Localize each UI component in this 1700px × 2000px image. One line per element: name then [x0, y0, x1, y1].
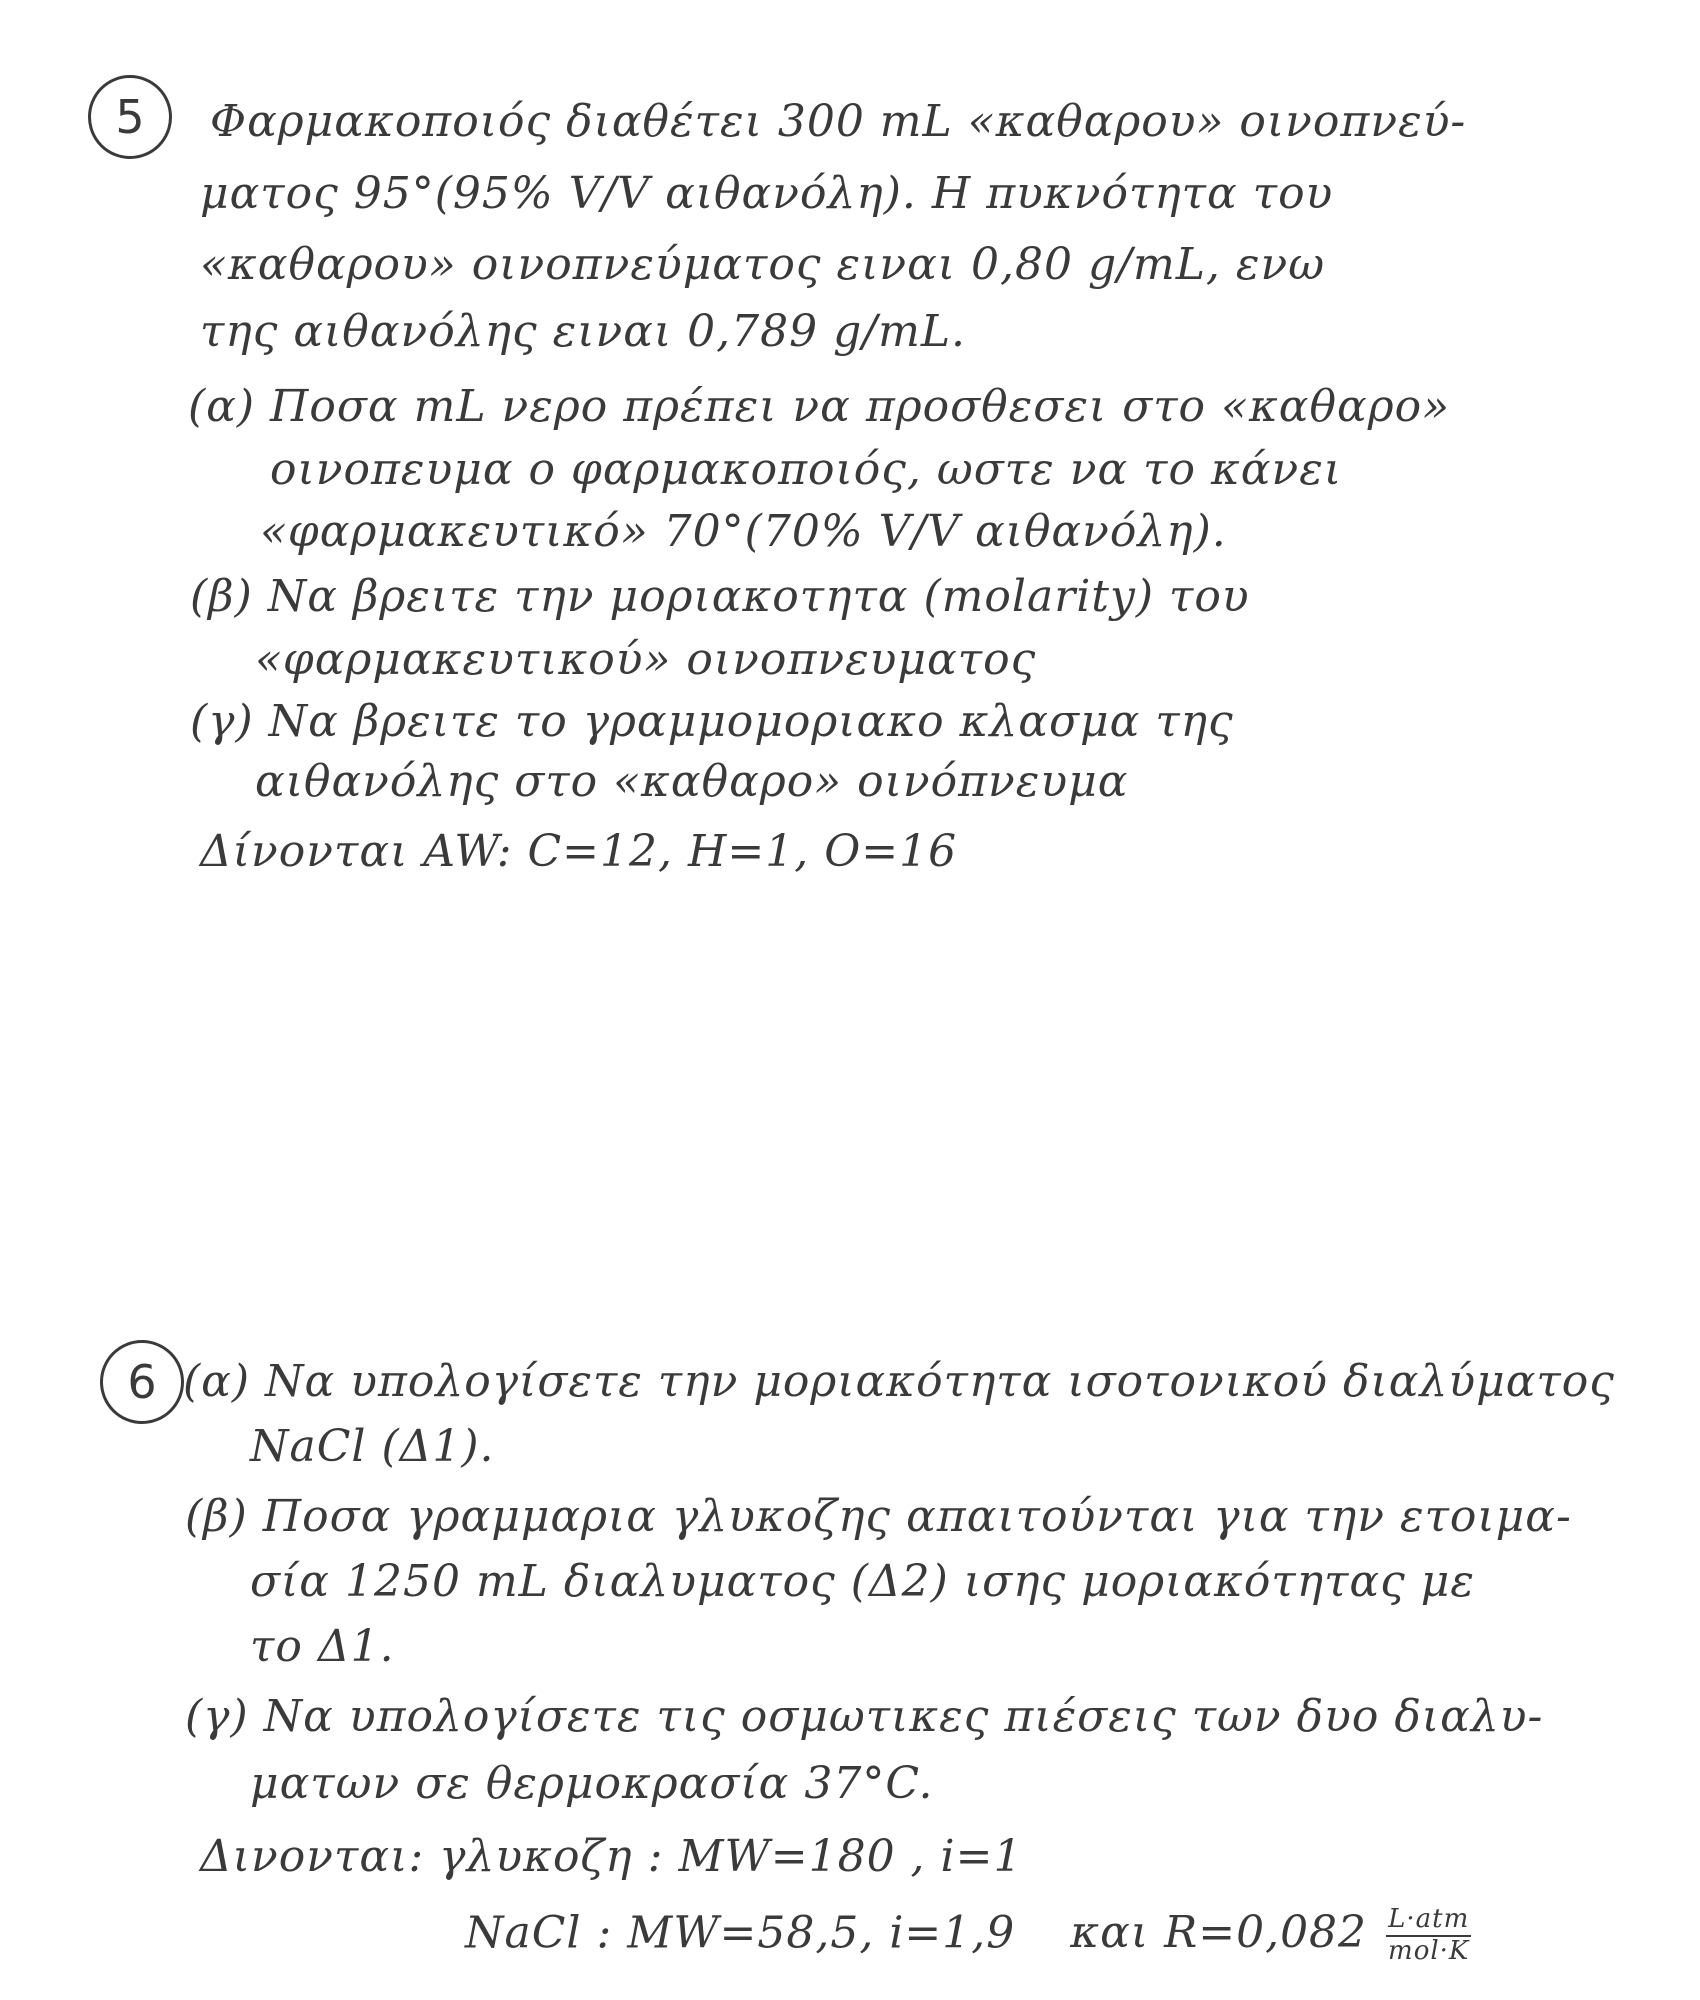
problem-5-part-c-line-2: αιθανόλης στο «καθαρο» οινόπνευμα — [255, 756, 1129, 807]
problem-5-given: Δίνονται AW: C=12, H=1, O=16 — [200, 826, 958, 877]
problem-6-part-b-line-1: (β) Ποσα γραμμαρια γλυκοζης απαιτούνται για την ετοιμα- — [185, 1491, 1572, 1542]
problem-number-circle: 5 — [88, 75, 172, 159]
problem-6-given-glucose: γλυκοζη : MW=180 , i=1 — [439, 1831, 1023, 1882]
problem-5-line-4: της αιθανόλης ειναι 0,789 g/mL. — [200, 306, 967, 357]
problem-5-line-2: ματος 95°(95% V/V αιθανόλη). Η πυκνότητα του — [200, 168, 1334, 219]
problem-6-part-c-line-1: (γ) Να υπολογίσετε τις οσμωτικες πιέσεις των δυο διαλυ- — [185, 1691, 1544, 1742]
problem-6-given-nacl-row — [465, 1905, 1471, 1967]
problem-6-part-b-line-3: το Δ1. — [250, 1621, 395, 1672]
problem-5-part-a-line-2: οινοπευμα ο φαρμακοποιός, ωστε να το κάνει — [270, 444, 1343, 495]
problem-6-part-b-line-2: σία 1250 mL διαλυματος (Δ2) ισης μοριακότητας με — [250, 1556, 1475, 1607]
problem-5-part-b-line-2: «φαρμακευτικού» οινοπνευματος — [255, 634, 1037, 685]
problem-5-line-3: «καθαρου» οινοπνεύματος ειναι 0,80 g/mL, ενω — [200, 239, 1326, 290]
r-unit-numerator: L·atm — [1386, 1905, 1471, 1937]
problem-5-part-a-line-1: (α) Ποσα mL νερο πρέπει να προσθεσει στο «καθαρο» — [188, 381, 1450, 432]
problem-5-line-1: Φαρμακοποιός διαθέτει 300 mL «καθαρου» οινοπνεύ- — [210, 96, 1467, 147]
r-unit-fraction — [1386, 1905, 1471, 1967]
problem-6-part-a-line-2: NaCl (Δ1). — [250, 1421, 495, 1472]
problem-6-part-a-line-1: (α) Να υπολογίσετε την μοριακότητα ισοτονικού διαλύματος — [183, 1356, 1615, 1407]
problem-6-given-nacl: NaCl : MW=58,5, i=1,9 — [465, 1907, 1016, 1959]
problem-6-given-r: και R=0,082 — [1070, 1907, 1368, 1959]
problem-5-part-a-line-3: «φαρμακευτικό» 70°(70% V/V αιθανόλη). — [260, 506, 1227, 557]
problem-6-part-c-line-2: ματων σε θερμοκρασία 37°C. — [250, 1758, 934, 1809]
problem-5-part-c-line-1: (γ) Να βρειτε το γραμμομοριακο κλασμα της — [190, 696, 1234, 747]
problem-number-circle: 6 — [100, 1340, 184, 1424]
r-unit-denominator: mol·K — [1388, 1935, 1470, 1966]
problem-6-given-glucose-row — [200, 1831, 1023, 1882]
problem-6-given-label: Δινονται: — [200, 1831, 425, 1882]
problem-5-part-b-line-1: (β) Να βρειτε την μοριακοτητα (molarity) του — [190, 571, 1250, 622]
